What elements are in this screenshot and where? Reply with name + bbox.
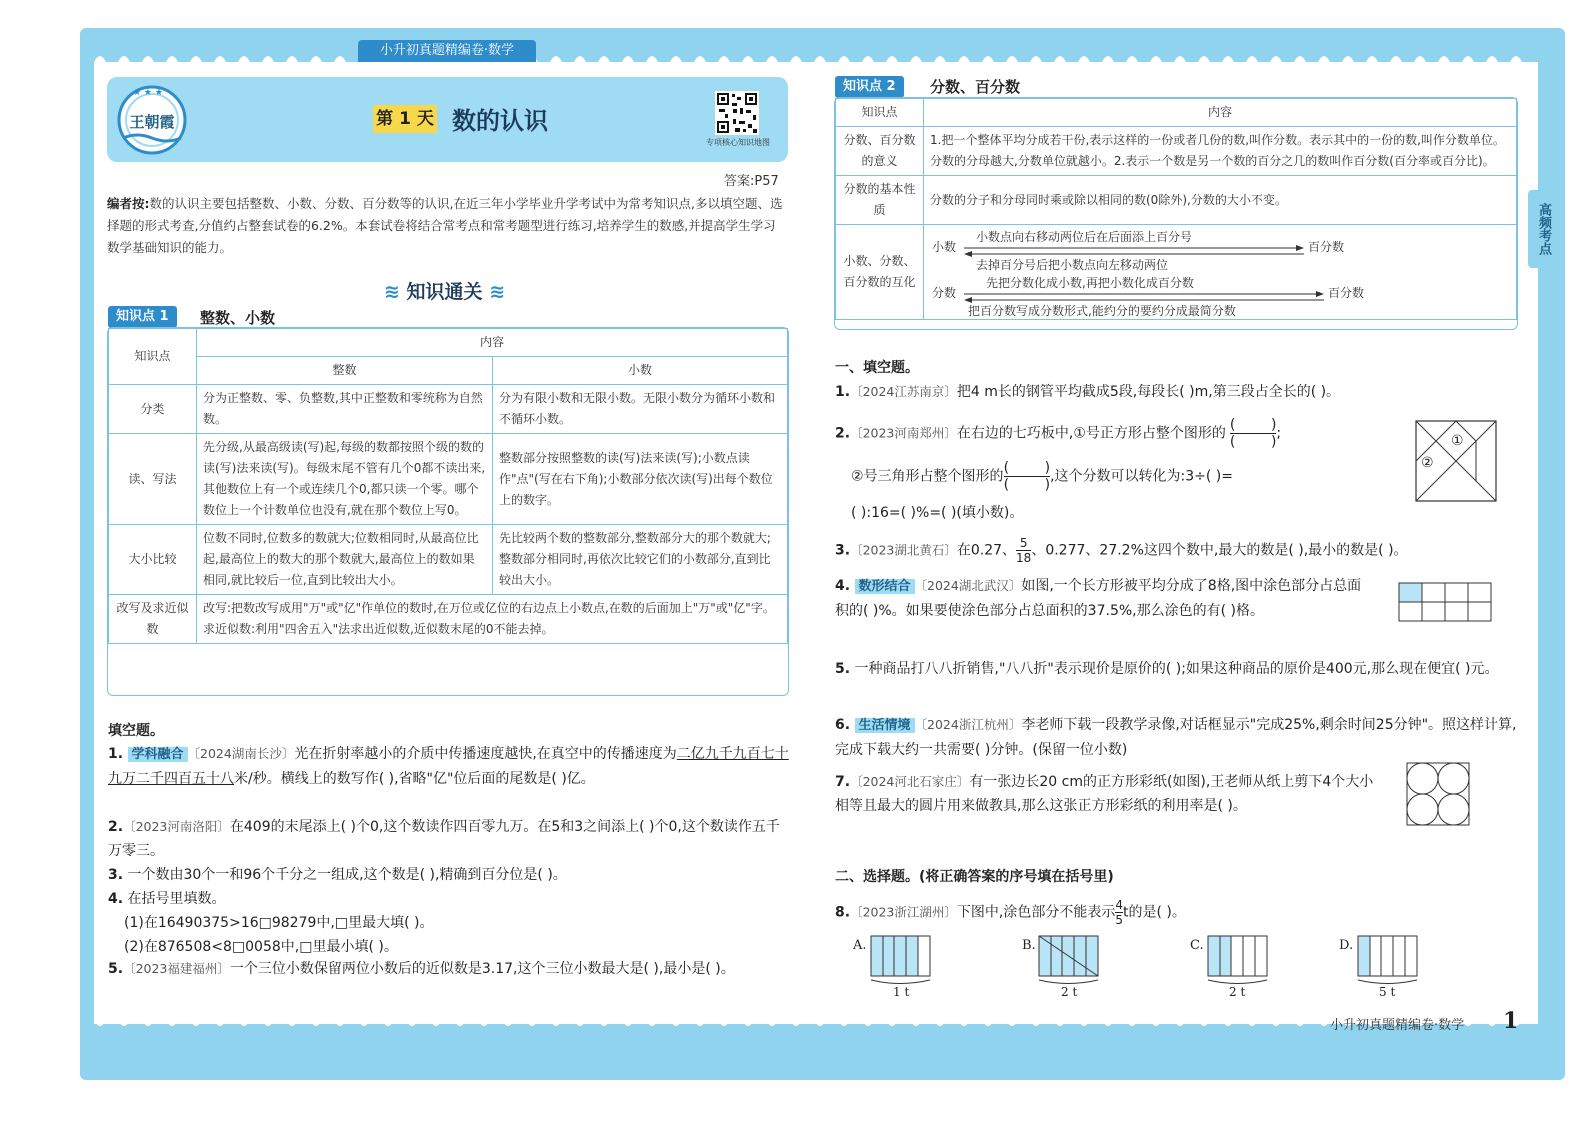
header-tab: 小升初真题精编卷·数学: [358, 40, 536, 62]
option-c-figure[interactable]: [1207, 935, 1269, 987]
kp2-title: 分数、百分数: [930, 78, 1021, 96]
bottom-wave-edge: [94, 1020, 1538, 1032]
publisher-logo: [113, 82, 191, 156]
day-badge: 第 1 天: [373, 105, 437, 133]
option-d-caption: 5 t: [1379, 985, 1396, 999]
table-head-point: 知识点: [836, 99, 924, 127]
option-d-label[interactable]: D.: [1339, 938, 1354, 953]
table-row: 小数、分数、百分数的互化 小数 小数点向右移动两位后在后面添上百分号 百分数 去掉百分号后把小数点向左移动两位 分数 先把分数化成小数,再把小数化成百分数 百分数 把百分数写成分数形式,能约分的要约分成最简分数: [836, 225, 1517, 320]
page-number: 1: [1503, 1008, 1519, 1034]
table-row: 分类 分为正整数、零、负整数,其中正整数和零统称为自然数。 分为有限小数和无限小数。无限小数分为循环小数和不循环小数。: [109, 385, 788, 434]
section-heading: ≋ 知识通关 ≋: [384, 281, 506, 303]
question-5-left: 5.〔2023福建福州〕一个三位小数保留两位小数后的近似数是3.17,这个三位小数最大是( ),最小是( )。: [108, 961, 735, 977]
shaded-rectangle-figure: [1398, 582, 1492, 622]
question-3-right: 3.〔2023湖北黄石〕在0.27、 $\frac{5}{18}$ 、0.277、27.2%这四个数中,最大的数是( ),最小的数是( )。: [835, 536, 1408, 565]
option-b-label[interactable]: B.: [1022, 938, 1036, 953]
kp1-title: 整数、小数: [200, 309, 276, 327]
footer-book-title: 小升初真题精编卷·数学: [1330, 1018, 1465, 1033]
title-banner: [107, 77, 788, 162]
question-4-left: 4. 在括号里填数。 (1)在16490375>16□98279中,□里最大填( )。 (2)在876508<8□0058中,□里最小填( )。: [108, 891, 434, 955]
table-row: 改写及求近似数 改写:把数改写成用"万"或"亿"作单位的数时,在万位或亿位的右边点上小数点,在数的后面加上"万"或"亿"字。 求近似数:利用"四舍五入"法求出近似数,近似数末尾的0不能去掉。: [109, 595, 788, 644]
tangram-figure: [1415, 420, 1497, 502]
right-part-title-1: 一、填空题。: [835, 360, 919, 376]
right-part-title-2: 二、选择题。(将正确答案的序号填在括号里): [835, 869, 1114, 885]
table-head-point: 知识点: [109, 329, 197, 385]
qr-caption: 专项核心知识地图: [706, 138, 770, 147]
question-1-left: 1. 学科融合 〔2024湖南长沙〕光在折射率越小的介质中传播速度越快,在真空中的传播速度为二亿九千九百七十九万二千四百五十八米/秒。横线上的数写作( ),省略"亿"位后面的尾数是( )亿。: [108, 746, 789, 787]
question-4-right: 4. 数形结合 〔2024湖北武汉〕如图,一个长方形被平均分成了8格,图中涂色部分占总面积的( )%。如果要使涂色部分占总面积的37.5%,那么涂色的有( )格。: [835, 578, 1362, 619]
table-row: 大小比较 位数不同时,位数多的数就大;位数相同时,从最高位比起,最高位上的数大的那个数就大,最高位上的数如果相同,就比较后一位,直到比较出大小。 先比较两个数的整数部分,整数部分大的那个数就大;整数部分相同时,再依次比较它们的小数部分,直到比较出大小。: [109, 525, 788, 595]
question-3-left: 3. 一个数由30个一和96个千分之一组成,这个数是( ),精确到百分位是( )。: [108, 867, 567, 883]
question-5-right: 5. 一种商品打八八折销售,"八八折"表示现价是原价的( );如果这种商品的原价是400元,那么现在便宜( )元。: [835, 661, 1499, 677]
table-head-decimal: 小数: [493, 357, 788, 385]
option-a-caption: 1 t: [893, 985, 910, 999]
svg-text:★ ★ ★: ★ ★ ★: [133, 88, 163, 98]
top-wave-edge: [94, 50, 1538, 62]
kp2-label: 知识点 2: [835, 76, 904, 98]
left-part-title: 填空题。: [108, 723, 164, 739]
option-c-label[interactable]: C.: [1190, 938, 1204, 953]
table-row: 读、写法 先分级,从最高级读(写)起,每级的数都按照个级的数的读(写)法来读(写)。每级末尾不管有几个0都不读出来,其他数位上有一个或连续几个0,都只读一个零。哪个数位上一个计数单位也没有,就在那个数位上写0。 整数部分按照整数的读(写)法来读(写);小数点读作"点"(写在右下角);小数部分依次读(写)出每个数位上的数字。: [109, 434, 788, 525]
kp1-label: 知识点 1: [108, 306, 177, 328]
side-tab: 高频考点: [1528, 190, 1558, 268]
tag-badge: 数形结合: [855, 579, 915, 594]
option-a-label[interactable]: A.: [853, 938, 867, 953]
svg-text:②: ②: [1421, 455, 1434, 471]
editor-note: [107, 193, 788, 259]
option-c-caption: 2 t: [1229, 985, 1246, 999]
tag-badge: 生活情境: [855, 718, 915, 733]
table-head-integer: 整数: [197, 357, 493, 385]
page-title: 数的认识: [452, 107, 548, 135]
option-d-figure[interactable]: [1357, 935, 1419, 987]
editor-note-lead: 编者按:: [107, 196, 150, 211]
table-head-content: 内容: [924, 99, 1517, 127]
option-a-figure[interactable]: [870, 935, 932, 987]
question-2-right: 2.〔2023河南郑州〕在右边的七巧板中,①号正方形占整个图形的 ( ) ( ) ; ②号三角形占整个图形的 ( ) ( ) ,这个分数可以转化为:3÷( )= ( ):16=( )%=( )(填小数)。: [835, 417, 1282, 521]
svg-text:王朝霞: 王朝霞: [129, 113, 175, 131]
question-2-left: 2.〔2023河南洛阳〕在409的末尾添上( )个0,这个数读作四百零九万。在5和3之间添上( )个0,这个数读作五千万零三。: [108, 819, 780, 859]
svg-text:①: ①: [1451, 433, 1464, 449]
question-1-right: 1.〔2024江苏南京〕把4 m长的钢管平均截成5段,每段长( )m,第三段占全长的( )。: [835, 384, 1341, 400]
kp2-table: [835, 98, 1517, 320]
four-circles-figure: [1406, 762, 1470, 826]
option-b-caption: 2 t: [1061, 985, 1078, 999]
tag-badge: 学科融合: [128, 747, 188, 762]
answer-reference: 答案:P57: [724, 174, 779, 189]
wave-icon: ≋: [384, 281, 400, 303]
editor-note-text: 数的认识主要包括整数、小数、分数、百分数等的认识,在近三年小学毕业升学考试中为常考知识点,多以填空题、选择题的形式考查,分值约占整套试卷的6.2%。本套试卷将结合常考点和常考题型进行练习,培养学生的数感,并提高学生学习数学基础知识的能力。: [107, 196, 783, 255]
qr-code-icon[interactable]: [715, 91, 759, 135]
table-head-content: 内容: [197, 329, 788, 357]
question-7-right: 7.〔2024河北石家庄〕有一张边长20 cm的正方形彩纸(如图),王老师从纸上剪下4个大小相等且最大的圆片用来做教具,那么这张正方形彩纸的利用率是( )。: [835, 774, 1374, 814]
question-6-right: 6. 生活情境 〔2024浙江杭州〕李老师下载一段教学录像,对话框显示"完成25%,剩余时间25分钟"。照这样计算,完成下载大约一共需要( )分钟。(保留一位小数): [835, 717, 1517, 758]
option-b-figure[interactable]: [1038, 935, 1100, 987]
question-8-right: 8.〔2023浙江湖州〕下图中,涂色部分不能表示 $\frac{4}{5}$ t的是( )。: [835, 898, 1186, 927]
table-row: 分数的基本性质 分数的分子和分母同时乘或除以相同的数(0除外),分数的大小不变。: [836, 176, 1517, 225]
kp1-table: [108, 328, 788, 644]
wave-icon: ≋: [489, 281, 506, 303]
table-row: 分数、百分数的意义 1.把一个整体平均分成若干份,表示这样的一份或者几份的数,叫作分数。表示其中的一份的数,叫作分数单位。分数的分母越大,分数单位就越小。2.表示一个数是另一个数的百分之几的数叫作百分数(百分率或百分比)。: [836, 127, 1517, 176]
